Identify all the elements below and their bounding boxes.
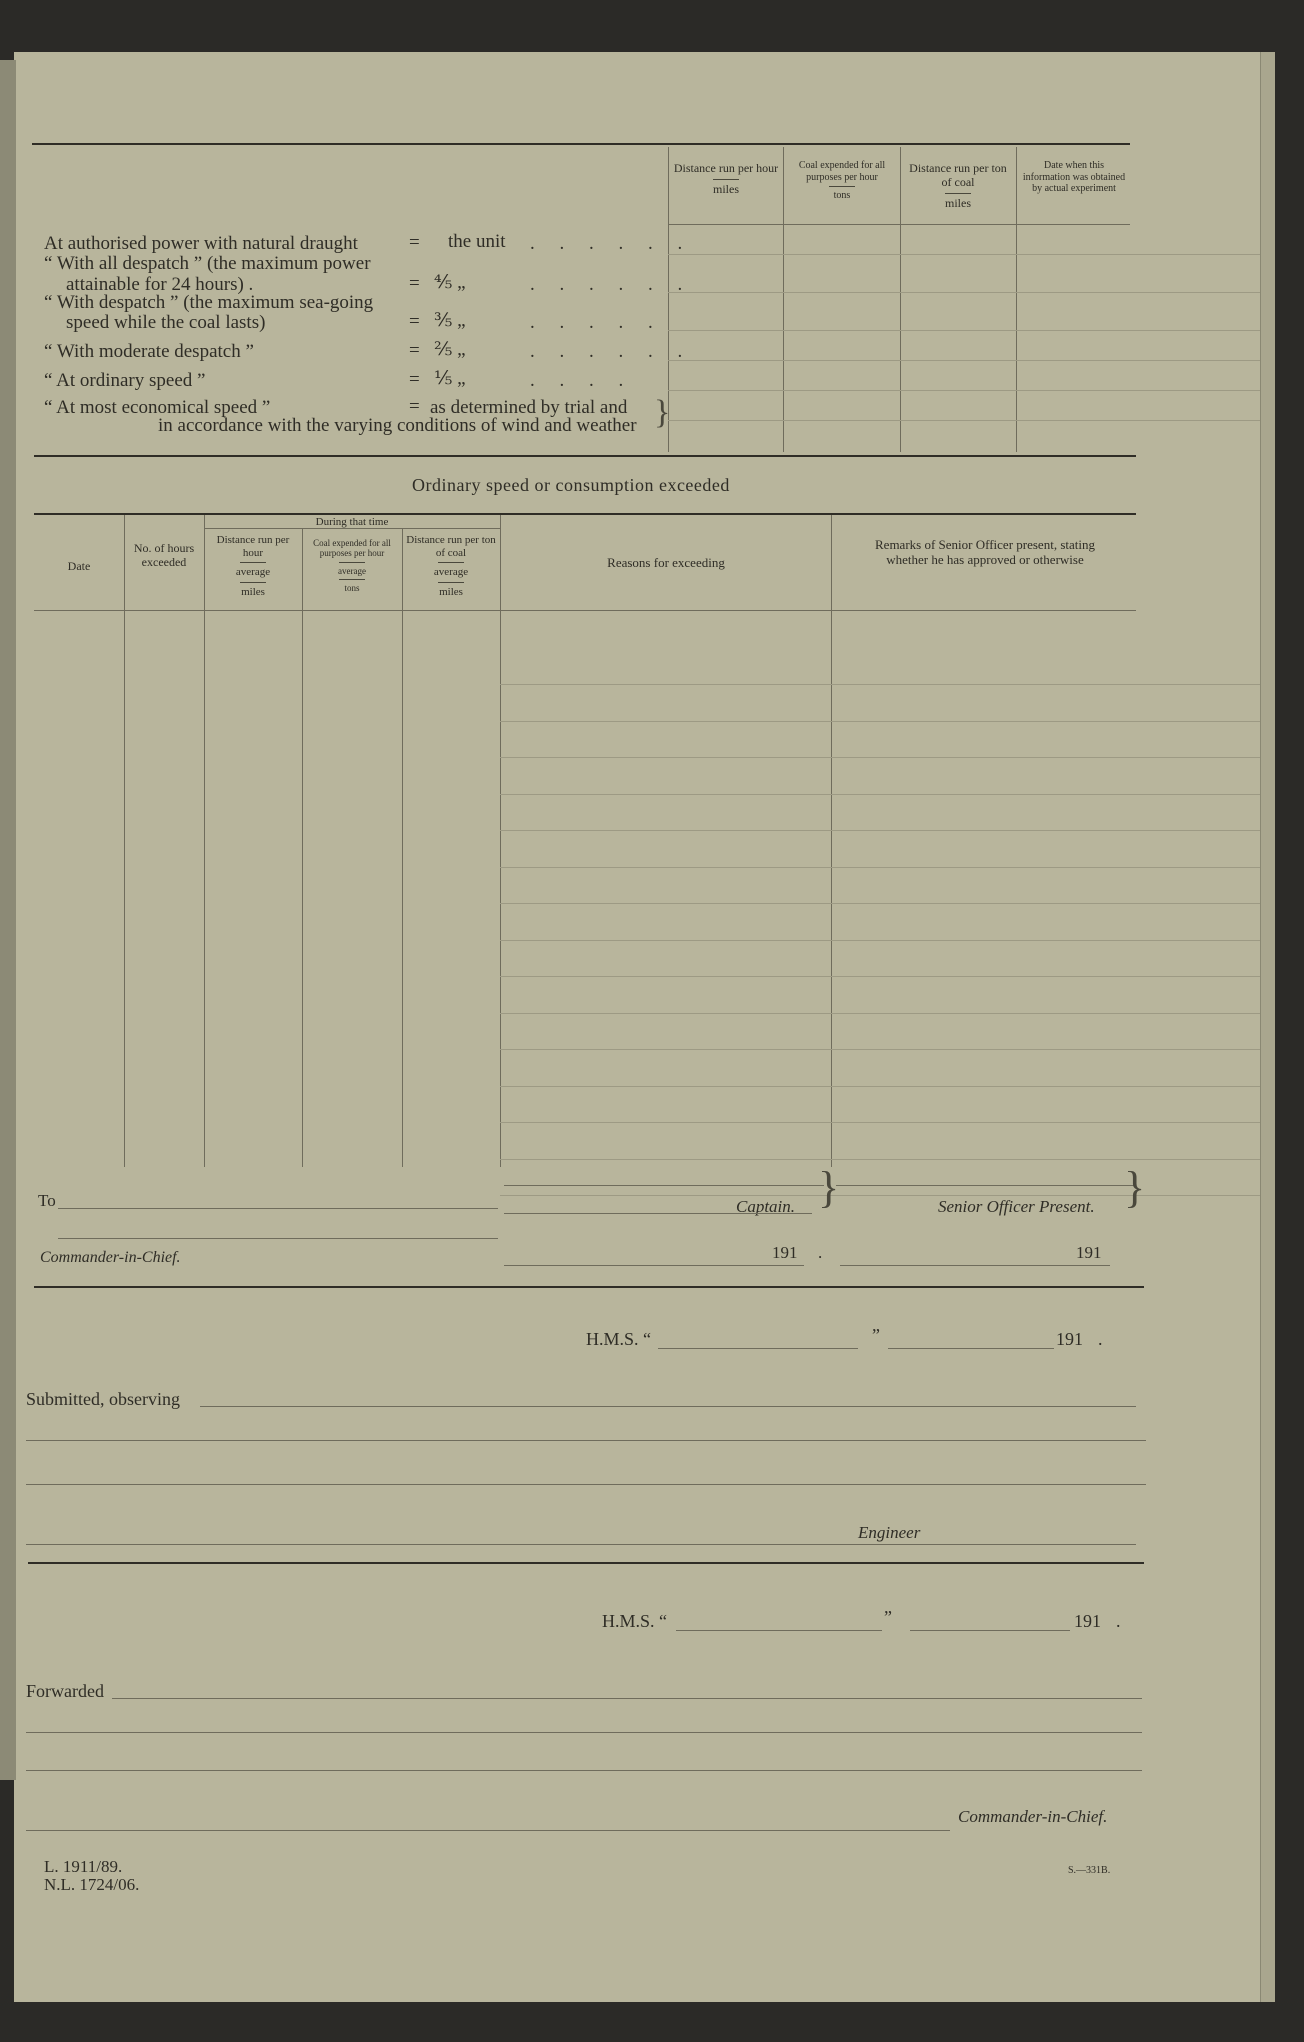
section-title: Ordinary speed or consumption exceeded	[412, 475, 730, 495]
header-bottom-rule	[668, 224, 1130, 225]
hms-label: H.M.S. “	[602, 1611, 668, 1631]
row-dots: . . . . .	[530, 312, 663, 333]
row-value: ⅗ „	[434, 310, 466, 331]
dot: .	[818, 1243, 823, 1262]
row-eq: =	[409, 311, 420, 332]
section-rule	[28, 1562, 1144, 1564]
header-distance-run: Distance run per hour miles	[673, 161, 779, 196]
section-rule	[34, 455, 1136, 457]
dot: .	[1098, 1329, 1103, 1349]
ship-name-line	[658, 1348, 858, 1349]
brace: }	[818, 1163, 840, 1212]
row-eq: =	[409, 232, 420, 253]
row-rule	[668, 330, 1260, 331]
body-row-rule	[500, 1013, 1260, 1014]
col-sep	[124, 515, 125, 1167]
body-row-rule	[500, 976, 1260, 977]
col-per-ton: Distance run per ton of coal average miles	[406, 534, 496, 598]
captain-line	[504, 1213, 812, 1214]
brace: }	[1124, 1163, 1146, 1212]
row-eq: =	[409, 273, 420, 294]
col-sep	[900, 147, 901, 452]
body-row-rule	[500, 721, 1260, 722]
body-row-rule	[500, 830, 1260, 831]
row-label: “ At ordinary speed ”	[44, 370, 206, 391]
footer-ref: L. 1911/89.	[44, 1857, 123, 1876]
col-sep	[1016, 147, 1017, 452]
row-label: “ With all despatch ” (the maximum power	[44, 253, 371, 274]
to-line	[58, 1238, 498, 1239]
row-eq: =	[409, 396, 420, 417]
body-row-rule	[500, 1159, 1260, 1160]
row-value: ⅖ „	[434, 339, 466, 360]
write-line	[26, 1830, 950, 1831]
dot: .	[1116, 1611, 1121, 1631]
year-label: 191	[1076, 1243, 1102, 1262]
date-line	[840, 1265, 1110, 1266]
write-line	[26, 1544, 1136, 1545]
row-rule	[668, 420, 1260, 421]
body-row-rule	[500, 867, 1260, 868]
row-label: “ With despatch ” (the maximum sea-going	[44, 292, 374, 313]
col-sep	[500, 515, 501, 1167]
close-quote: ”	[884, 1607, 892, 1627]
body-row-rule	[500, 757, 1260, 758]
row-dots: . . . . . .	[530, 274, 693, 295]
submitted-label: Submitted, observing	[26, 1389, 180, 1409]
top-rule	[32, 143, 1130, 145]
header-coal-expended: Coal expended for all purposes per hour tons	[798, 160, 886, 201]
col-remarks: Remarks of Senior Officer present, stating whether he has approved or otherwise	[875, 537, 1095, 567]
row-label: “ At most economical speed ”	[44, 397, 271, 418]
during-that-time: During that time	[315, 516, 389, 528]
body-row-rule	[500, 794, 1260, 795]
col-distance: Distance run per hour average miles	[216, 534, 290, 598]
close-quote: ”	[872, 1325, 880, 1345]
row-value: ⅘ „	[434, 272, 466, 293]
commander-label: Commander-in-Chief.	[40, 1249, 181, 1266]
row-value: as determined by trial and	[430, 397, 628, 418]
hms-label: H.M.S. “	[586, 1329, 652, 1349]
date-line	[888, 1348, 1054, 1349]
engineer-label: Engineer	[858, 1523, 921, 1542]
write-line	[26, 1770, 1142, 1771]
year-label: 191	[1056, 1329, 1083, 1349]
write-line	[200, 1406, 1136, 1407]
to-line	[58, 1208, 498, 1209]
body-row-rule	[500, 1195, 1260, 1196]
body-row-rule	[500, 1049, 1260, 1050]
col-sep	[302, 528, 303, 1167]
header-date-when: Date when this information was obtained by actual experiment	[1022, 160, 1126, 194]
table-top-rule	[34, 513, 1136, 515]
date-line	[504, 1265, 804, 1266]
col-sep	[204, 515, 205, 1167]
header-bottom-rule	[34, 610, 1136, 611]
col-hours: No. of hours exceeded	[133, 541, 195, 569]
header-distance-per-ton: Distance run per ton of coal miles	[909, 161, 1007, 210]
footer-ref: N.L. 1724/06.	[44, 1875, 140, 1894]
body-row-rule	[500, 684, 1260, 685]
row-dots: . . . .	[530, 370, 634, 391]
senior-officer-label: Senior Officer Present.	[938, 1197, 1095, 1216]
year-label: 191	[1074, 1611, 1101, 1631]
to-label: To	[38, 1191, 56, 1210]
body-row-rule	[500, 1122, 1260, 1123]
row-dots: . . . . . .	[530, 341, 693, 362]
row-rule	[668, 254, 1260, 255]
row-rule	[668, 292, 1260, 293]
sig-rule	[836, 1185, 1136, 1186]
col-date: Date	[67, 559, 91, 573]
row-label: “ With moderate despatch ”	[44, 341, 254, 362]
brace: }	[654, 394, 671, 431]
row-eq: =	[409, 340, 420, 361]
col-sep	[831, 515, 832, 1167]
form-number: S.—331B.	[1068, 1865, 1111, 1876]
body-row-rule	[500, 940, 1260, 941]
write-line	[112, 1698, 1142, 1699]
captain-label: Captain.	[736, 1197, 796, 1216]
section-rule	[34, 1286, 1144, 1288]
body-row-rule	[500, 1086, 1260, 1087]
row-label: At authorised power with natural draught	[44, 233, 358, 254]
row-rule	[668, 390, 1260, 391]
col-sep	[402, 528, 403, 1167]
binding-edge	[0, 60, 16, 1780]
row-rule	[668, 360, 1260, 361]
col-coal: Coal expended for all purposes per hour average tons	[313, 538, 391, 594]
row-value: ⅕ „	[434, 368, 466, 389]
row-label-cont: speed while the coal lasts)	[66, 312, 266, 333]
row-value-cont: in accordance with the varying conditions of wind and weather	[158, 415, 637, 436]
write-line	[26, 1732, 1142, 1733]
col-reasons: Reasons for exceeding	[607, 555, 725, 570]
sig-rule	[504, 1185, 824, 1186]
forwarded-label: Forwarded	[26, 1681, 104, 1701]
year-label: 191	[772, 1243, 798, 1262]
page-edge	[1260, 52, 1275, 2002]
col-sep	[783, 147, 784, 452]
date-line	[910, 1630, 1070, 1631]
row-dots: . . . . . .	[530, 233, 693, 254]
row-label-cont: attainable for 24 hours) .	[66, 274, 254, 295]
row-eq: =	[409, 369, 420, 390]
ship-name-line	[676, 1630, 882, 1631]
body-row-rule	[500, 903, 1260, 904]
write-line	[26, 1484, 1146, 1485]
row-value: the unit	[448, 231, 506, 252]
commander-label: Commander-in-Chief.	[958, 1807, 1108, 1826]
write-line	[26, 1440, 1146, 1441]
